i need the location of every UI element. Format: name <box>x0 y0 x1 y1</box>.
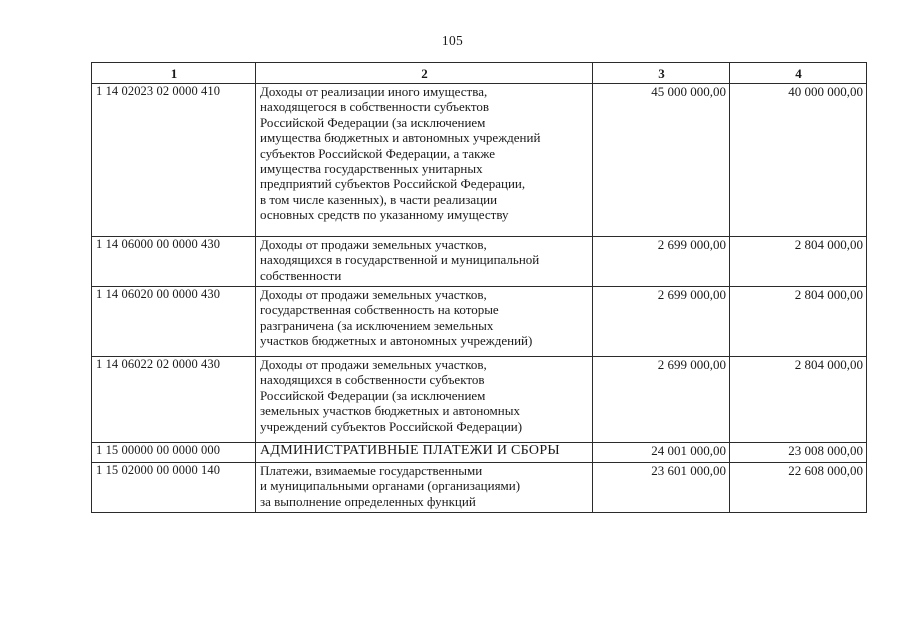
amount-col4-cell: 2 804 000,00 <box>730 287 867 357</box>
revenue-name-cell: Платежи, взимаемые государственными и муниципальными органами (организациями) за выполнение определенных функций <box>256 463 593 513</box>
page-number: 105 <box>441 33 464 48</box>
column-header-amount-1: 3 <box>593 63 730 84</box>
amount-col3-cell: 45 000 000,00 <box>593 84 730 237</box>
budget-code-cell: 1 14 06000 00 0000 430 <box>92 237 256 287</box>
amount-col4-cell: 2 804 000,00 <box>730 357 867 443</box>
budget-revenue-table <box>91 62 867 513</box>
revenue-name-cell: Доходы от реализации иного имущества, находящегося в собственности субъектов Российской Федерации (за исключением имущества бюджетных и автономных учреждений субъектов Российской Федерации, а также имущества государственных унитарных предприятий субъектов Российской Федерации, в том числе казенных), в части реализации основных средств по указанному имуществу <box>256 84 593 237</box>
column-header-name: 2 <box>256 63 593 84</box>
table-row <box>92 287 867 357</box>
revenue-name-cell: АДМИНИСТРАТИВНЫЕ ПЛАТЕЖИ И СБОРЫ <box>256 443 593 463</box>
budget-code-cell: 1 14 02023 02 0000 410 <box>92 84 256 237</box>
table-row <box>92 84 867 237</box>
amount-col4-cell: 23 008 000,00 <box>730 443 867 463</box>
revenue-name-cell: Доходы от продажи земельных участков, находящихся в собственности субъектов Российской Федерации (за исключением земельных участков бюджетных и автономных учреждений субъектов Российской Федерации) <box>256 357 593 443</box>
table-row <box>92 463 867 513</box>
budget-code-cell: 1 14 06022 02 0000 430 <box>92 357 256 443</box>
amount-col3-cell: 2 699 000,00 <box>593 237 730 287</box>
column-header-code: 1 <box>92 63 256 84</box>
amount-col3-cell: 2 699 000,00 <box>593 287 730 357</box>
amount-col4-cell: 22 608 000,00 <box>730 463 867 513</box>
amount-col3-cell: 23 601 000,00 <box>593 463 730 513</box>
amount-col4-cell: 2 804 000,00 <box>730 237 867 287</box>
amount-col4-cell: 40 000 000,00 <box>730 84 867 237</box>
table-row <box>92 237 867 287</box>
column-header-amount-2: 4 <box>730 63 867 84</box>
budget-code-cell: 1 15 00000 00 0000 000 <box>92 443 256 463</box>
revenue-name-cell: Доходы от продажи земельных участков, находящихся в государственной и муниципальной собственности <box>256 237 593 287</box>
budget-code-cell: 1 14 06020 00 0000 430 <box>92 287 256 357</box>
table-row <box>92 357 867 443</box>
budget-code-cell: 1 15 02000 00 0000 140 <box>92 463 256 513</box>
amount-col3-cell: 2 699 000,00 <box>593 357 730 443</box>
revenue-name-cell: Доходы от продажи земельных участков, государственная собственность на которые разграничена (за исключением земельных участков бюджетных и автономных учреждений) <box>256 287 593 357</box>
amount-col3-cell: 24 001 000,00 <box>593 443 730 463</box>
table-row <box>92 443 867 463</box>
table-header-row <box>92 63 867 84</box>
